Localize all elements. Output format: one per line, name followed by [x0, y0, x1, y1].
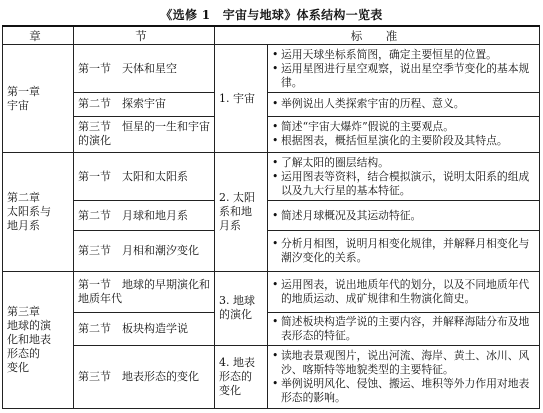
bullet-icon: •	[272, 47, 279, 61]
section-cell: 第二节 月球和地月系	[74, 201, 215, 231]
standards-cell	[268, 231, 540, 272]
standard-item	[272, 62, 535, 90]
chapter-cell: 第二章 太阳系与 地月系	[3, 153, 74, 272]
bullet-icon: •	[272, 348, 279, 362]
chapter-cell: 第三章 地球的演 化和地表 形态的 变化	[3, 271, 74, 408]
section-cell: 第三节 恒星的一生和宇宙的演化	[74, 116, 215, 152]
bullet-icon: •	[272, 376, 279, 390]
standard-item	[272, 120, 535, 134]
section-cell: 第三节 月相和潮汐变化	[74, 231, 215, 272]
standards-cell	[268, 201, 540, 231]
table-row	[3, 116, 540, 152]
standard-item	[272, 170, 535, 198]
bullet-icon: •	[272, 155, 279, 169]
header-standard: 标 准	[215, 26, 540, 45]
table-row	[3, 312, 540, 345]
standard-item	[272, 278, 535, 306]
standards-cell	[268, 312, 540, 345]
table-row	[3, 345, 540, 408]
table-body	[3, 45, 540, 409]
header-section: 节	[74, 26, 215, 45]
section-cell: 第一节 地球的早期演化和地质年代	[74, 271, 215, 312]
standards-cell	[268, 271, 540, 312]
table-row	[3, 201, 540, 231]
standard-item	[272, 134, 535, 148]
standard-text: 简述板块构造学说的主要内容，并解释海陆分布及地表形态的特征。	[281, 314, 530, 342]
table-row	[3, 45, 540, 93]
bullet-icon: •	[272, 208, 279, 222]
standard-text: 分析月相图，说明月相变化规律，并解释月相变化与潮汐变化的关系。	[281, 237, 530, 265]
table-row	[3, 231, 540, 272]
standards-cell	[268, 116, 540, 152]
bullet-icon: •	[272, 277, 279, 291]
standard-text: 读地表景观图片，说出河流、海岸、黄土、冰川、风沙、喀斯特等地貌类型的主要特征。	[281, 348, 530, 376]
table-title: 《选修 1 宇宙与地球》体系结构一览表	[160, 8, 383, 22]
section-cell: 第二节 探索宇宙	[74, 93, 215, 117]
standards-cell	[268, 153, 540, 201]
standard-text: 举例说出人类探索宇宙的历程、意义。	[281, 97, 465, 111]
standard-text: 简述月球概况及其运动特征。	[281, 208, 422, 222]
standards-cell	[268, 93, 540, 117]
bullet-icon: •	[272, 169, 279, 183]
standard-text: 举例说明风化、侵蚀、搬运、堆积等外力作用对地表形态的影响。	[281, 376, 530, 404]
standard-text: 简述“宇宙大爆炸”假说的主要观点。	[281, 120, 454, 134]
standard-text: 运用天球坐标系简图，确定主要恒星的位置。	[281, 47, 497, 61]
table-row	[3, 153, 540, 201]
standard-text: 运用图表等资料，结合模拟演示，说明太阳系的组成以及九大行星的基本特征。	[281, 169, 530, 197]
standard-item	[272, 209, 535, 223]
standard-item	[272, 97, 535, 111]
standard-item	[272, 377, 535, 405]
standards-cell	[268, 45, 540, 93]
bullet-icon: •	[272, 61, 279, 75]
standard-item	[272, 156, 535, 170]
topic-cell: 4. 地表 形态的 变化	[215, 345, 268, 408]
standard-text: 根据图表，概括恒星演化的主要阶段及其特点。	[281, 134, 508, 148]
table-row	[3, 271, 540, 312]
bullet-icon: •	[272, 97, 279, 111]
header-chapter: 章	[3, 26, 74, 45]
standard-text: 了解太阳的圈层结构。	[281, 155, 389, 169]
section-cell: 第一节 天体和星空	[74, 45, 215, 93]
bullet-icon: •	[272, 237, 279, 251]
chapter-cell: 第一章 宇宙	[3, 45, 74, 153]
section-cell: 第三节 地表形态的变化	[74, 345, 215, 408]
standards-cell	[268, 345, 540, 408]
section-cell: 第二节 板块构造学说	[74, 312, 215, 345]
table-row	[3, 93, 540, 117]
standard-text: 运用图表，说出地质年代的划分，以及不同地质年代的地质运动、成矿规律和生物演化简史。	[281, 277, 530, 305]
topic-cell: 3. 地球 的演化	[215, 271, 268, 345]
bullet-icon: •	[272, 120, 279, 134]
bullet-icon: •	[272, 134, 279, 148]
section-cell: 第一节 太阳和太阳系	[74, 153, 215, 201]
standard-item	[272, 48, 535, 62]
standard-item	[272, 315, 535, 343]
topic-cell: 2. 太阳 系和地 月系	[215, 153, 268, 272]
topic-cell: 1. 宇宙	[215, 45, 268, 153]
standard-text: 运用星图进行星空观察，说出星空季节变化的基本规律。	[281, 61, 530, 89]
header-row	[3, 26, 540, 45]
syllabus-table	[2, 25, 540, 409]
standard-item	[272, 237, 535, 265]
standard-item	[272, 349, 535, 377]
bullet-icon: •	[272, 314, 279, 328]
